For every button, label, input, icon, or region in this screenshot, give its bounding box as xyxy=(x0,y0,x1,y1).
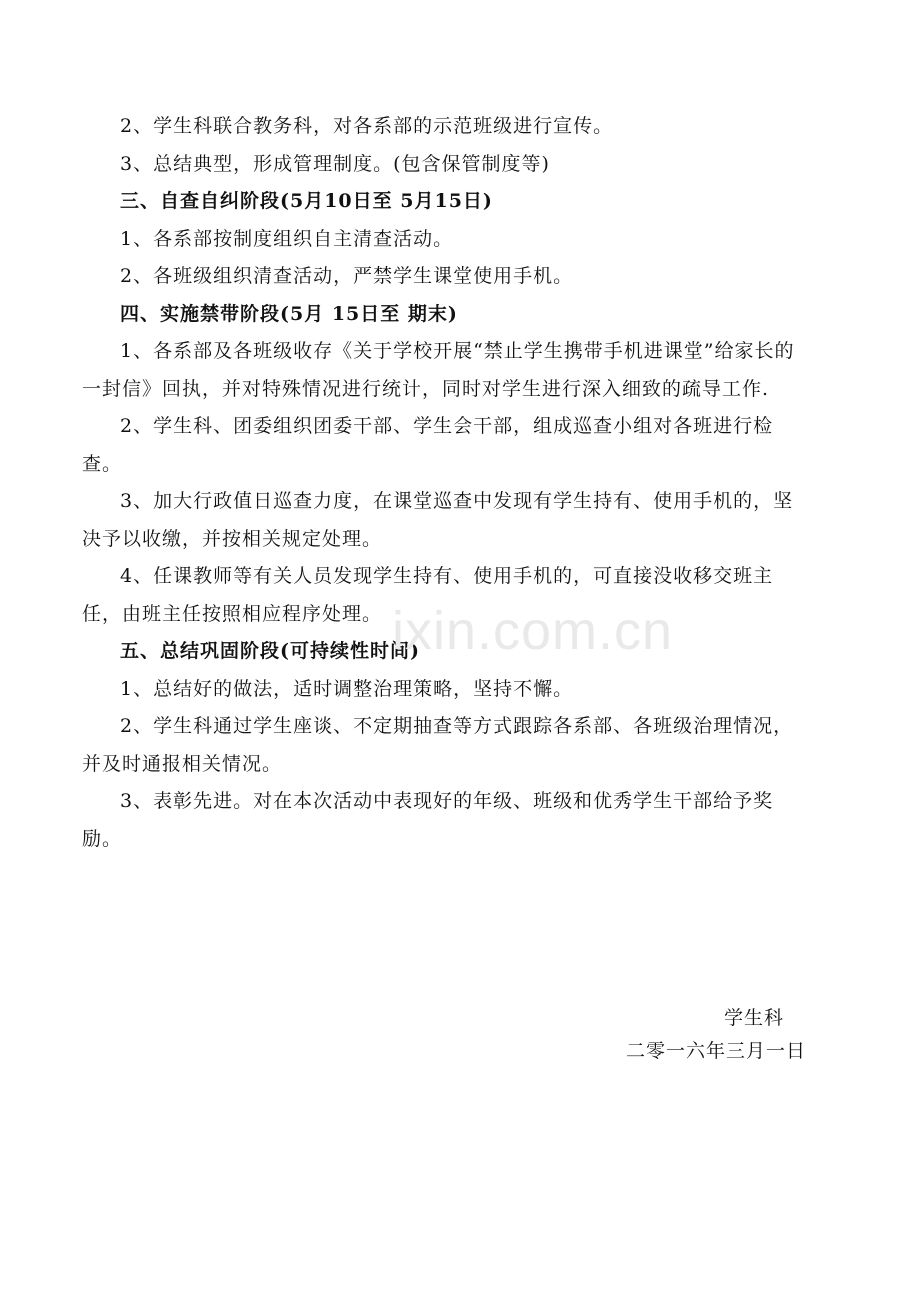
signature-block xyxy=(626,1002,806,1068)
body-paragraph: 3、加大行政值日巡查力度，在课堂巡查中发现有学生持有、使用手机的，坚决予以收缴，并按相关规定处理。 xyxy=(82,490,794,550)
section-heading: 三、自查自纠阶段(5月10日至 5月15日) xyxy=(120,190,493,212)
body-paragraph: 2、学生科、团委组织团委干部、学生会干部，组成巡查小组对各班进行检查。 xyxy=(82,415,774,475)
body-paragraph: 3、总结典型，形成管理制度。(包含保管制度等) xyxy=(120,152,550,175)
body-paragraph: 2、各班级组织清查活动，严禁学生课堂使用手机。 xyxy=(120,265,574,287)
body-paragraph: 1、总结好的做法，适时调整治理策略，坚持不懈。 xyxy=(120,677,574,700)
body-paragraph: 1、各系部按制度组织自主清查活动。 xyxy=(120,227,454,250)
body-paragraph: 1、各系部及各班级收存《关于学校开展“禁止学生携带手机进课堂”给家长的一封信》回执，并对特殊情况进行统计，同时对学生进行深入细致的疏导工作. xyxy=(82,340,795,400)
signature-date: 二零一六年三月一日 xyxy=(625,1040,806,1062)
body-paragraph: 2、学生科联合教务科，对各系部的示范班级进行宣传。 xyxy=(120,115,614,137)
signature-department: 学生科 xyxy=(723,1007,784,1029)
section-heading: 五、总结巩固阶段(可持续性时间) xyxy=(120,640,420,662)
body-paragraph: 4、任课教师等有关人员发现学生持有、使用手机的，可直接没收移交班主任，由班主任按照相应程序处理。 xyxy=(82,565,774,625)
document-body xyxy=(82,108,806,858)
body-paragraph: 2、学生科通过学生座谈、不定期抽查等方式跟踪各系部、各班级治理情况，并及时通报相关情况。 xyxy=(82,715,794,775)
watermark-text: ixin.com.cn xyxy=(392,601,674,661)
section-heading: 四、实施禁带阶段(5月 15日至 期末) xyxy=(120,302,458,325)
body-paragraph: 3、表彰先进。对在本次活动中表现好的年级、班级和优秀学生干部给予奖励。 xyxy=(82,790,774,850)
